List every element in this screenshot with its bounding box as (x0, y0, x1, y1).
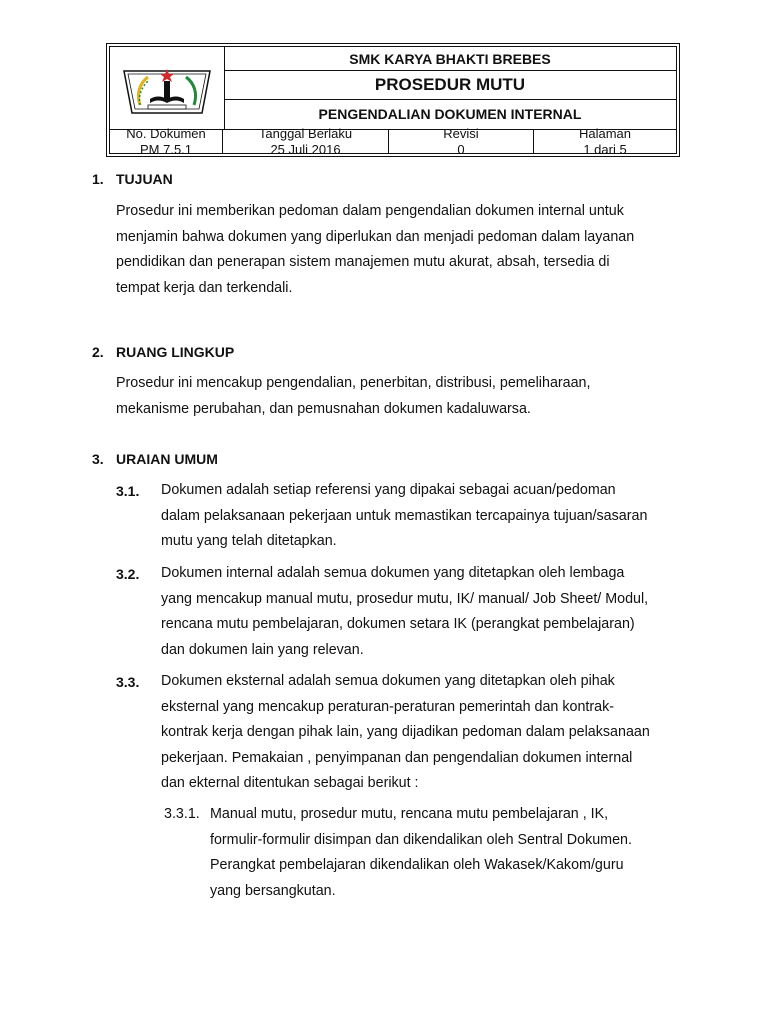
text-line: mutu yang telah ditetapkan. (161, 533, 337, 549)
text-line: dan ekternal ditentukan sebagai berikut : (161, 775, 419, 791)
subitem-3-3-1-paragraph (210, 802, 632, 904)
document-subject-title: PENGENDALIAN DOKUMEN INTERNAL (224, 99, 676, 130)
meta-value: 25 Juli 2016 (270, 141, 341, 157)
meta-value: 0 (457, 141, 465, 157)
text-line: Dokumen adalah setiap referensi yang dipakai sebagai acuan/pedoman (161, 482, 616, 498)
text-line: kontrak kerja dengan pihak lain, yang dijadikan pedoman dalam pelaksanaan (161, 724, 650, 740)
meta-value: 1 dari 5 (583, 141, 627, 157)
text-line: dan dokumen lain yang relevan. (161, 641, 364, 658)
meta-cell-tanggal-berlaku (223, 125, 389, 157)
text-line: mekanisme perubahan, dan pemusnahan dokumen kadaluwarsa. (116, 400, 531, 417)
school-name: SMK KARYA BHAKTI BREBES (224, 47, 676, 71)
text-line: Manual mutu, prosedur mutu, rencana mutu pembelajaran , IK, (210, 806, 609, 822)
meta-label: Halaman (578, 125, 632, 141)
text-line: menjamin bahwa dokumen yang diperlukan dan menjadi pedoman dalam layanan (116, 228, 635, 245)
text-line: Prosedur ini mencakup pengendalian, penerbitan, distribusi, pemeliharaan, (116, 375, 591, 391)
document-type-title: PROSEDUR MUTU (224, 70, 676, 100)
meta-label: No. Dokumen (126, 125, 206, 141)
meta-cell-revisi (389, 125, 534, 157)
text-line: Dokumen internal adalah semua dokumen yang ditetapkan oleh lembaga (161, 565, 625, 581)
text-line: dalam pelaksanaan pekerjaan untuk memastikan tercapainya tujuan/sasaran (161, 507, 648, 524)
logo-cell (110, 47, 225, 129)
section-2-title: RUANG LINGKUP (116, 344, 235, 360)
text-line: tempat kerja dan terkendali. (116, 279, 293, 296)
section-2-number: 2. (92, 344, 104, 360)
text-line: pekerjaan. Pemakaian , penyimpanan dan pengendalian dokumen internal (161, 749, 633, 766)
item-3-1-number: 3.1. (116, 483, 140, 499)
item-3-1-paragraph (161, 478, 647, 555)
meta-label: Revisi (443, 125, 479, 141)
item-3-3-number: 3.3. (116, 674, 140, 690)
meta-label: Tanggal Berlaku (258, 125, 353, 141)
item-3-2-number: 3.2. (116, 566, 140, 582)
meta-value: PM 7.5.1 (139, 141, 193, 157)
text-line: Perangkat pembelajaran dikendalikan oleh Wakasek/Kakom/guru (210, 857, 624, 873)
text-line: rencana mutu pembelajaran, dokumen setara IK (perangkat pembelajaran) (161, 616, 635, 632)
section-3-title: URAIAN UMUM (116, 451, 218, 467)
text-line: pendidikan dan penerapan sistem manajemen mutu akurat, absah, tersedia di (116, 254, 610, 270)
subitem-3-3-1-number: 3.3.1. (164, 806, 200, 822)
section-3-number: 3. (92, 451, 104, 467)
document-header-table (106, 43, 680, 157)
section-1-paragraph (116, 199, 634, 301)
school-logo-icon (110, 47, 224, 129)
text-line: formulir-formulir disimpan dan dikendalikan oleh Sentral Dokumen. (210, 831, 632, 848)
text-line: yang mencakup manual mutu, prosedur mutu, IK/ manual/ Job Sheet/ Modul, (161, 590, 649, 607)
text-line: yang bersangkutan. (210, 882, 336, 899)
item-3-3-paragraph (161, 669, 650, 797)
text-line: Dokumen eksternal adalah semua dokumen yang ditetapkan oleh pihak (161, 673, 615, 689)
meta-cell-halaman (534, 125, 676, 157)
section-1-number: 1. (92, 171, 104, 187)
section-1-title: TUJUAN (116, 171, 173, 187)
section-2-paragraph (116, 371, 590, 422)
item-3-2-paragraph (161, 561, 648, 663)
meta-cell-no-dokumen (110, 125, 223, 157)
text-line: eksternal yang mencakup peraturan-peraturan pemerintah dan kontrak- (161, 698, 614, 715)
document-meta-row (110, 125, 676, 157)
header-inner-frame (109, 46, 677, 157)
text-line: Prosedur ini memberikan pedoman dalam pengendalian dokumen internal untuk (116, 203, 624, 219)
